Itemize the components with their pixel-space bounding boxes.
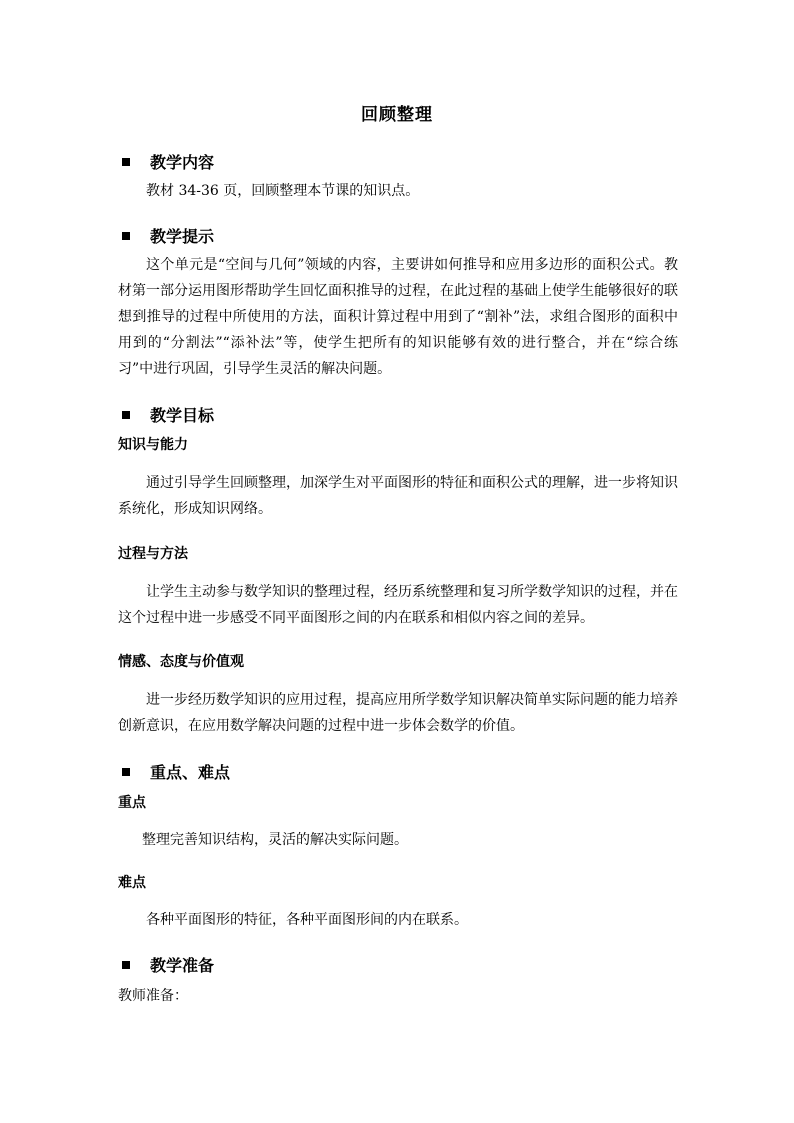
square-bullet-icon <box>122 411 130 419</box>
section-heading-prep <box>122 953 214 976</box>
page-title: 回顾整理 <box>361 105 433 125</box>
emotion-paragraph: 进一步经历数学知识的应用过程，提高应用所学数学知识解决简单实际问题的能力培养创新意识，在应用数学解决问题的过程中进一步体会数学的价值。 <box>118 692 678 734</box>
section-heading-text: 教学提示 <box>150 227 215 246</box>
process-paragraph: 让学生主动参与数学知识的整理过程，经历系统整理和复习所学数学知识的过程，并在这个过程中进一步感受不同平面图形之间的内在联系和相似内容之间的差异。 <box>118 584 678 626</box>
content-paragraph: 教材 34-36 页，回顾整理本节课的知识点。 <box>146 183 420 199</box>
section-heading-keypoints <box>122 760 230 783</box>
section-heading-goals <box>122 403 214 426</box>
square-bullet-icon <box>122 232 130 240</box>
section-heading-text: 教学内容 <box>150 153 215 172</box>
subheading-key: 重点 <box>118 795 146 811</box>
subheading-emotion: 情感、态度与价值观 <box>118 654 244 670</box>
prep-teacher-line: 教师准备： <box>118 988 188 1004</box>
subheading-knowledge: 知识与能力 <box>118 437 188 453</box>
section-heading-text: 教学目标 <box>150 406 215 425</box>
subheading-process: 过程与方法 <box>118 546 188 562</box>
square-bullet-icon <box>122 961 130 969</box>
subheading-difficult: 难点 <box>118 875 146 891</box>
section-heading-text: 教学准备 <box>150 956 215 975</box>
section-heading-content <box>122 150 214 173</box>
hints-paragraph: 这个单元是“空间与几何”领域的内容，主要讲如何推导和应用多边形的面积公式。教材第一部分运用图形帮助学生回忆面积推导的过程，在此过程的基础上使学生能够很好的联想到推导的过程中所使用的方法，面积计算过程中用到了“割补”法，求组合图形的面积中用到的“分割法”“添补法”等，使学生把所有的知识能够有效的进行整合，并在“综合练习”中进行巩固，引导学生灵活的解决问题。 <box>118 257 678 377</box>
key-paragraph: 整理完善知识结构，灵活的解决实际问题。 <box>142 832 408 848</box>
difficult-paragraph: 各种平面图形的特征，各种平面图形间的内在联系。 <box>146 912 468 928</box>
knowledge-paragraph: 通过引导学生回顾整理，加深学生对平面图形的特征和面积公式的理解，进一步将知识系统化，形成知识网络。 <box>118 475 678 517</box>
section-heading-hints <box>122 224 214 247</box>
section-heading-text: 重点、难点 <box>150 763 231 782</box>
square-bullet-icon <box>122 768 130 776</box>
square-bullet-icon <box>122 158 130 166</box>
